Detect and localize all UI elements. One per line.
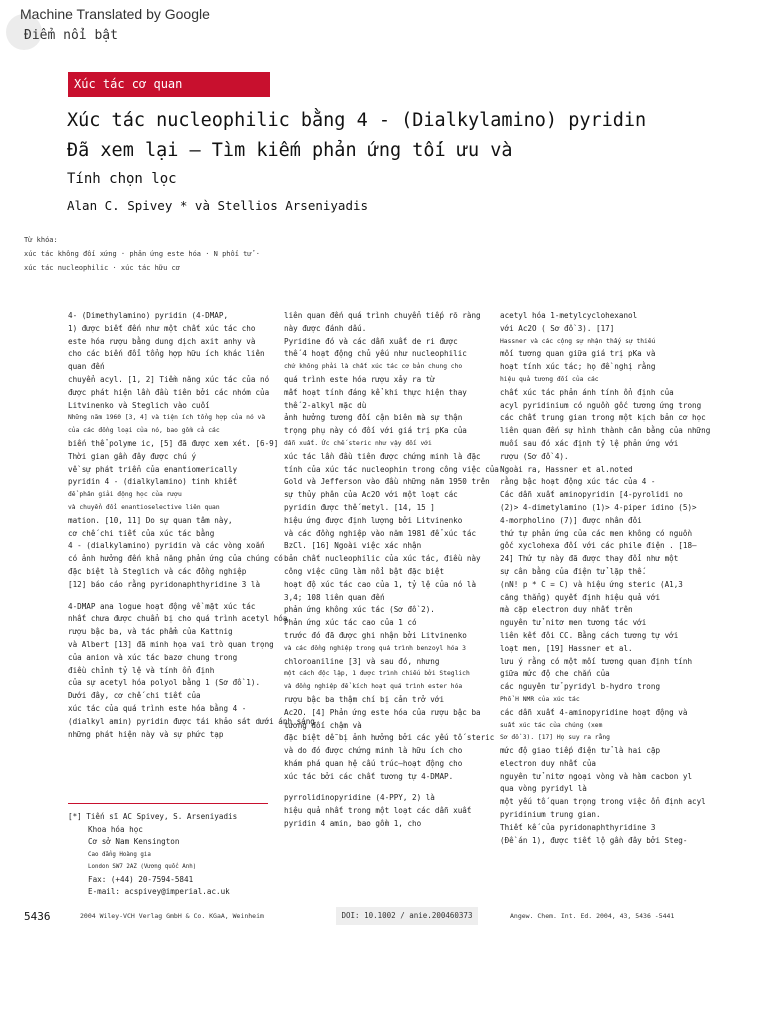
text-line: thế 2-alkyl mặc dù [284, 400, 367, 410]
text-line: 4- (Dimethylamino) pyridin (4-DMAP, [68, 311, 229, 320]
text-line: sự thủy phân của Ac2O với một loạt các [284, 490, 458, 500]
text-line: rượu bậc ba, và tác phẩm của Kattnig [68, 627, 233, 637]
text-line: đặc biệt dễ bị ảnh hưởng bởi các yếu tố steric [284, 733, 495, 743]
text-line: công việc cũng làm nổi bật đặc biệt [284, 566, 445, 576]
address-line: Cơ sở Nam Kensington [88, 837, 180, 846]
text-line: một cách độc lập, 1 được trình chiếu bởi Steglich [284, 670, 470, 678]
text-line: mà cặp electron duy nhất trên [500, 605, 633, 615]
text-line: Các dẫn xuất aminopyridin [4-pyrolidi no [500, 490, 683, 500]
text-line: 4-DMAP ana logue hoạt động về mặt xúc tác [68, 601, 256, 611]
text-line: của anion và xúc tác bazơ chung trong [68, 652, 238, 662]
text-line: xúc tác của quá trình este hóa bằng 4 - [68, 703, 247, 713]
article-title-line-2: Đã xem lại — Tìm kiếm phản ứng tối ưu và [67, 140, 513, 161]
text-line: 4-morpholino (7)] được nhân đôi [500, 515, 642, 525]
text-line: về sự phát triển của enantiomerically [68, 464, 238, 474]
text-line: qua vòng pyridyl là [500, 784, 587, 794]
page-number: 5436 [24, 910, 51, 923]
text-line: trước đó đã được ghi nhận bởi Litvinenko [284, 630, 467, 640]
address-line: London SW7 2AZ (Vương quốc Anh) [88, 864, 197, 870]
text-line: Litvinenko và Steglich vào cuối [68, 400, 210, 410]
text-line: chất xúc tác phản ánh tính ổn định của [500, 387, 674, 397]
text-line: (dialkyl amin) pyridin được tái khảo sát dưới ánh sáng [68, 716, 315, 726]
address-line: Khoa hóa học [88, 824, 143, 834]
text-line: [12] báo cáo rằng pyridonaphthyridine 3 là [68, 579, 261, 589]
text-line: loạt men, [19] Hassner et al. [500, 643, 633, 653]
text-line: Gold và Jefferson vào đầu những năm 1950 trên [284, 477, 490, 487]
text-line: Dưới đây, cơ chế chi tiết của [68, 691, 201, 701]
text-line: có ảnh hưởng đến khả năng phản ứng của chúng có [68, 554, 283, 564]
text-line: Thời gian gần đây được chú ý [68, 451, 197, 461]
publisher-line: 2004 Wiley-VCH Verlag GmbH & Co. KGaA, Weinheim [80, 912, 264, 920]
text-line: pyridin 4 - (dialkylamino) tinh khiết [68, 477, 238, 487]
text-line: và đồng nghiệp để kích hoạt quá trình ester hóa [284, 683, 463, 691]
text-line: ảnh hưởng tương đối cận biên mà sự thận [284, 413, 463, 423]
text-line: để phân giải động học của rượu [68, 491, 182, 499]
footnote-divider [68, 803, 268, 804]
text-line: liên kết đôi CC. Bằng cách tương tự với [500, 630, 679, 640]
text-line: mối tương quan giữa giá trị pKa và [500, 349, 656, 359]
text-line: và Albert [13] đã minh họa vai trò quan trọng [68, 639, 274, 649]
text-line: nguyên tử nitơ men tương tác với [500, 618, 647, 628]
body-column-2 [284, 310, 499, 831]
text-line: mức độ giao tiếp điện tử là hai cặp [500, 746, 661, 756]
author-address [68, 811, 237, 899]
text-line: Phản ứng xúc tác cao của 1 có [284, 618, 417, 628]
paragraph-gap [284, 783, 489, 792]
text-line: thế 4 hoạt động chủ yếu như nucleophilic [284, 349, 467, 359]
address-line: [*] Tiến sĩ AC Spivey, S. Arseniyadis [68, 812, 238, 821]
text-line: này được đánh dấu. [284, 323, 367, 333]
section-banner: Xúc tác cơ quan [68, 72, 270, 97]
text-line: nhất chưa được chuẩn bị cho quá trình acetyl hóa [68, 614, 288, 624]
text-line: các nguyên tử pyridyl b-hydro trong [500, 682, 661, 692]
machine-translated-label: Machine Translated by Google [20, 6, 210, 22]
text-line: liên quan đến quá trình chuyển tiếp rõ ràng [284, 311, 481, 320]
text-line: pyridinium trung gian. [500, 810, 601, 820]
paragraph-gap [68, 592, 273, 601]
text-line: electron duy nhất của [500, 758, 597, 768]
text-line: căng thẳng) quyết định hiệu quả với [500, 592, 661, 602]
text-line: 4 - (dialkylamino) pyridin và các vòng xoắn [68, 541, 265, 551]
text-line: các dẫn xuất 4-aminopyridine hoạt động và [500, 707, 688, 717]
text-line: Phổ H NMR của xúc tác [500, 695, 580, 703]
authors: Alan C. Spivey * và Stellios Arseniyadis [67, 198, 369, 213]
text-line: và chuyển đổi enantioselective liên quan [68, 503, 220, 511]
text-line: các chất trung gian trong một kịch bản cơ học [500, 413, 706, 423]
text-line: suất xúc tác của chúng (xem [500, 721, 603, 729]
text-line: (2)> 4-dimetylamino (1)> 4-piper idino (5)> [500, 502, 697, 512]
text-line: (Đề án 1), được tiết lộ gần đây bởi Steg- [500, 835, 688, 845]
email-line[interactable]: E-mail: acspivey@imperial.ac.uk [88, 887, 230, 896]
text-line: acyl pyridinium có nguồn gốc tương ứng trong [500, 400, 702, 410]
text-line: hoạt độ xúc tác cao của 1, tỷ lệ của nó là [284, 579, 477, 589]
text-line: giữa mức độ che chắn của [500, 669, 610, 679]
text-line: biến thể polyme ic, [5] đã được xem xét. [6-9] [68, 438, 279, 448]
text-line: quá trình este hóa rượu xảy ra từ [284, 374, 435, 384]
text-line: Sơ đồ 3). [17] Họ suy ra rằng [500, 734, 610, 742]
text-line: của các đồng loại của nó, bao gồm cả các [68, 427, 220, 435]
text-line: hiệu ứng được định lượng bởi Litvinenko [284, 515, 463, 525]
text-line: quan đến [68, 362, 105, 372]
text-line: BzCl. [16] Ngoài việc xác nhận [284, 541, 422, 551]
text-line: nguyên tử nitơ ngoại vòng và hàm cacbon yl [500, 771, 693, 781]
text-line: chứ không phải là chất xúc tác cơ bản chung cho [284, 363, 463, 371]
text-line: chuyển acyl. [1, 2] Tiềm năng xúc tác của nó [68, 374, 270, 384]
text-line: Hassner và các cộng sự nhận thấy sự thiếu [500, 337, 656, 345]
text-line: chloroaniline [3] và sau đó, nhưng [284, 656, 440, 666]
keywords-label: Từ khóa: [24, 236, 58, 244]
text-line: rằng bậc hoạt động xúc tác của 4 - [500, 477, 656, 487]
address-line: Cao đẳng Hoàng gia [88, 851, 151, 858]
keywords-line-1: xúc tác không đối xứng · phản ứng este hóa · N phối tử · [24, 250, 261, 258]
text-line: hoạt tính xúc tác; họ đề nghị rằng [500, 362, 656, 372]
text-line: và các đồng nghiệp trong quá trình benzoyl hóa 3 [284, 644, 466, 652]
text-line: tương đối chậm và [284, 720, 362, 730]
text-line: Ngoài ra, Hassner et al.noted [500, 464, 633, 474]
text-line: phản ứng không xúc tác (Sơ đồ 2). [284, 605, 435, 615]
text-line: điều chỉnh tỷ lệ và tính ổn định [68, 665, 215, 675]
journal-citation: Angew. Chem. Int. Ed. 2004, 43, 5436 -5441 [510, 912, 675, 920]
text-line: 1) được biết đến như một chất xúc tác cho [68, 323, 256, 333]
text-line: (nN! p * C = C) và hiệu ứng steric (A1,3 [500, 579, 683, 589]
text-line: với Ac2O ( Sơ đồ 3). [17] [500, 323, 615, 333]
text-line: este hóa rượu bằng dung dịch axit anhy và [68, 336, 256, 346]
text-line: thứ tự phản ứng của các men không có nguồn [500, 528, 693, 538]
text-line: và các đồng nghiệp vào năm 1981 để xúc tác [284, 528, 477, 538]
text-line: mất hoạt tính đáng kể khi thực hiện thay [284, 387, 467, 397]
text-line: một yếu tố quan trọng trong việc ổn định acyl [500, 797, 706, 807]
text-line: Pyridine đó và các dẫn xuất de ri được [284, 336, 458, 346]
keywords-line-2: xúc tác nucleophilic · xúc tác hữu cơ [24, 264, 180, 272]
text-line: khám phá quan hệ cấu trúc–hoạt động cho [284, 758, 463, 768]
text-line: acetyl hóa 1-metylcyclohexanol [500, 311, 638, 320]
text-line: dẫn xuất. Ức chế steric như vậy đối với [284, 439, 432, 447]
doi-box[interactable]: DOI: 10.1002 / anie.200460373 [336, 907, 478, 925]
text-line: pyridin được thế metyl. [14, 15 ] [284, 502, 435, 512]
article-title-line-1: Xúc tác nucleophilic bằng 4 - (Dialkylamino) pyridin [67, 110, 647, 131]
text-line: cơ chế chi tiết của xúc tác bằng [68, 528, 215, 538]
text-line: hiệu quả tương đối của các [500, 375, 599, 383]
text-line: tính của xúc tác nucleophin trong công việc của [284, 464, 499, 474]
highlights-heading: Điểm nổi bật [24, 28, 118, 43]
text-line: gốc xyclohexa đối với các phile điện . [18– [500, 541, 697, 551]
text-line: hiệu quả nhất trong một loạt các dẫn xuất [284, 806, 472, 816]
text-line: lưu ý rằng có một mối tương quan định tính [500, 656, 693, 666]
text-line: bản chất nucleophilic của xúc tác, điều này [284, 554, 481, 564]
text-line: muối sau đó xác định tỷ lệ phản ứng với [500, 438, 679, 448]
text-line: những phát hiện này và sự phức tạp [68, 729, 224, 739]
text-line: pyrrolidinopyridine (4-PPY, 2) là [284, 793, 435, 803]
text-line: Những năm 1960 [3, 4] và tiện ích tổng hợp của nó và [68, 414, 266, 422]
text-line: cho các biến đổi tổng hợp hữu ích khác liên [68, 349, 265, 359]
text-line: Ac2O. [4] Phản ứng este hóa của rượu bậc ba [284, 707, 481, 717]
text-line: mation. [10, 11] Do sự quan tâm này, [68, 515, 233, 525]
body-column-3 [500, 310, 711, 847]
text-line: xúc tác lần đầu tiên được chứng minh là đặc [284, 451, 481, 461]
body-column-1 [68, 310, 315, 741]
text-line: rượu (Sơ đồ 4). [500, 451, 569, 461]
text-line: Thiết kế của pyridonaphthyridine 3 [500, 822, 656, 832]
text-line: đặc biệt là Steglich và các đồng nghiệp [68, 566, 247, 576]
text-line: liên quan đến sự hình thành cân bằng của những [500, 426, 711, 436]
article-title-line-3: Tính chọn lọc [67, 171, 177, 187]
text-line: sự cân bằng của điện tử lặp thế. [500, 566, 647, 576]
text-line: được phát hiện lần đầu tiên bởi các nhóm của [68, 387, 270, 397]
text-line: 24] Thứ tự này đã được thay đổi như một [500, 554, 679, 564]
fax-line: Fax: (+44) 20-7594-5841 [88, 874, 194, 884]
text-line: 3,4; 108 liên quan đến [284, 592, 385, 602]
text-line: của sự acetyl hóa polyol bằng 1 (Sơ đồ 1). [68, 678, 261, 688]
text-line: và do đó được chứng minh là hữu ích cho [284, 746, 463, 756]
text-line: pyridin 4 amin, bao gồm 1, cho [284, 819, 422, 829]
text-line: trọng phụ này có đối với giá trị pKa của [284, 426, 467, 436]
text-line: rượu bậc ba thậm chí bị cản trở với [284, 694, 445, 704]
text-line: xúc tác bởi các chất tương tự 4-DMAP. [284, 771, 454, 781]
